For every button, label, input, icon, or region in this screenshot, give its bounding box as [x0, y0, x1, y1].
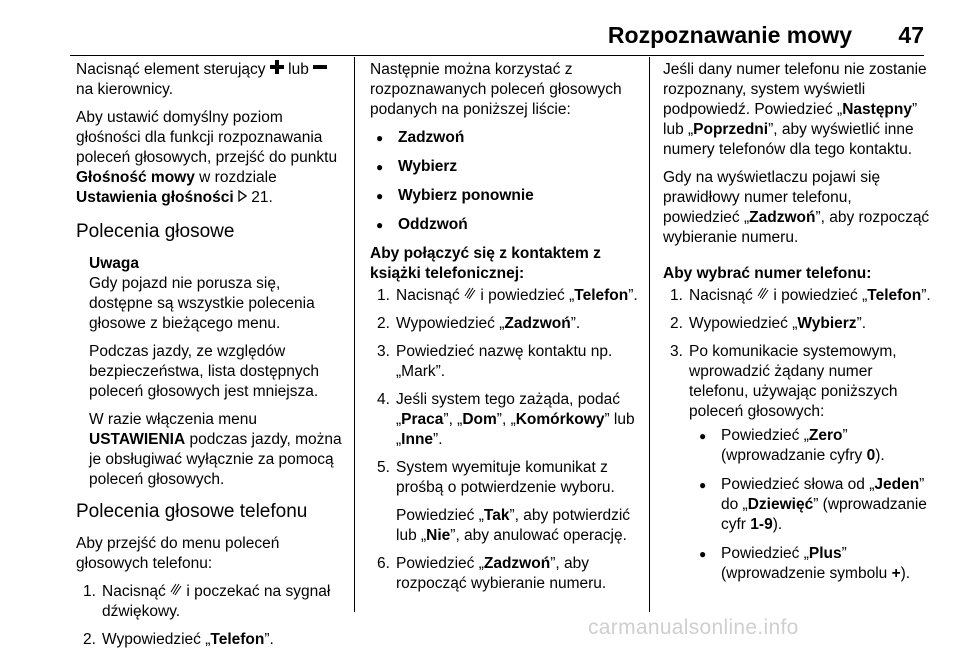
list-item: 3. Powiedzieć nazwę kontaktu np. „Mark”.: [377, 343, 613, 381]
note-paragraph: Gdy pojazd nie porusza się, dostępne są wszystkie polecenia głosowe z bieżącego menu.: [89, 275, 315, 333]
list-item: 1. Nacisnąć i poczekać na sygnał dźwiękowy.: [83, 583, 331, 621]
watermark: carmanualsonline.info: [588, 616, 799, 639]
section-heading-phone-commands: Polecenia głosowe telefonu: [76, 501, 308, 523]
list-item: 4. Jeśli system tego zażąda, podać „Praca”, „Dom”, „Komórkowy” lub „Inne”.: [377, 391, 635, 449]
list-item: 1. Nacisnąć i powiedzieć „Telefon”.: [670, 287, 931, 305]
list-item: ● Oddzwoń: [370, 215, 640, 235]
steps-list: [76, 582, 346, 650]
subheading-contact: Aby połączyć się z kontaktem z książki telefonicznej:: [370, 245, 601, 282]
paragraph-volume: Aby ustawić domyślny poziom głośności dla funkcji rozpoznawania poleceń głosowych, przejść do punktu Głośność mowy w rozdziale Ustawienia głośności 21.: [76, 109, 338, 207]
list-item: ● Powiedzieć słowa od „Jeden” do „Dziewięć” (wprowadzanie cyfr 1-9).: [689, 475, 931, 535]
note-paragraph: W razie włączenia menu USTAWIENIA podczas jazdy, można je obsługiwać wyłącznie za pomocą poleceń głosowych.: [89, 411, 342, 489]
list-item: ● Zadzwoń: [370, 128, 640, 148]
list-item: ● Powiedzieć „Plus” (wprowadzenie symbolu +).: [689, 544, 931, 584]
column-divider-1: [354, 57, 355, 612]
list-item: 3. Po komunikacie systemowym, wprowadzić żądany numer telefonu, używając poniższych poleceń głosowych: ● Powiedzieć „Zero” (wprowadzanie cyfry 0). ● Powiedzieć słowa od „Jeden” do „Dziewięć” (wprowadzanie cyfr 1-9). ● Powiedzieć „Plus” (wprowadzenie symbolu +).: [663, 342, 931, 584]
note-title: Uwaga: [89, 255, 139, 273]
note-block: [89, 254, 346, 490]
page-reference-icon: [238, 188, 247, 208]
list-item: 2. Wypowiedzieć „Telefon”.: [83, 631, 274, 649]
column-1: [76, 60, 346, 658]
voice-icon: [170, 582, 182, 602]
steps-list: [663, 286, 931, 584]
note-paragraph: Podczas jazdy, ze względów bezpieczeństwa, lista dostępnych poleceń głosowych jest mniejsza.: [89, 343, 320, 401]
header-rule: [70, 55, 924, 56]
minus-icon: [313, 60, 327, 80]
paragraph-unrecognized: Jeśli dany numer telefonu nie zostanie rozpoznany, system wyświetli podpowiedź. Powiedzieć „Następny” lub „Poprzedni”, aby wyświetlić inne numery telefonów dla tego kontaktu.: [663, 61, 927, 158]
paragraph-valid-number: Gdy na wyświetlaczu pojawi się prawidłowy numer telefonu, powiedzieć „Zadzwoń”, aby rozpocząć wybieranie numeru.: [663, 169, 930, 246]
voice-icon: [464, 286, 476, 306]
digit-command-list: [689, 426, 931, 584]
command-list: [370, 128, 640, 235]
paragraph-steering-control: Nacisnąć element sterujący lub na kierownicy.: [76, 60, 346, 100]
subheading-dial: Aby wybrać numer telefonu:: [663, 265, 872, 282]
paragraph-phone-menu: Aby przejść do menu poleceń głosowych telefonu:: [76, 535, 280, 573]
column-3: [663, 60, 931, 593]
plus-icon: [270, 60, 284, 80]
steps-list: [370, 286, 640, 594]
list-item: 2. Wypowiedzieć „Wybierz”.: [670, 315, 867, 333]
list-item: 6. Powiedzieć „Zadzwoń”, aby rozpocząć wybieranie numeru.: [377, 555, 607, 593]
list-item: ● Wybierz: [370, 157, 640, 177]
column-divider-2: [649, 57, 650, 612]
list-item: 5. System wyemituje komunikat z prośbą o potwierdzenie wyboru. Powiedzieć „Tak”, aby potwierdzić lub „Nie”, aby anulować operację.: [377, 459, 631, 545]
page-header-title: Rozpoznawanie mowy: [607, 22, 852, 48]
list-item: ● Powiedzieć „Zero” (wprowadzanie cyfry 0).: [689, 426, 931, 466]
column-2: [370, 60, 640, 602]
list-item: 2. Wypowiedzieć „Zadzwoń”.: [377, 315, 581, 333]
list-item: 1. Nacisnąć i powiedzieć „Telefon”.: [377, 287, 638, 305]
paragraph-intro: Następnie można korzystać z rozpoznawanych poleceń głosowych podanych na poniższej liście:: [370, 61, 622, 118]
voice-icon: [757, 286, 769, 306]
list-item: ● Wybierz ponownie: [370, 186, 640, 206]
page-number: 47: [898, 22, 924, 48]
section-heading-voice-commands: Polecenia głosowe: [76, 221, 235, 243]
